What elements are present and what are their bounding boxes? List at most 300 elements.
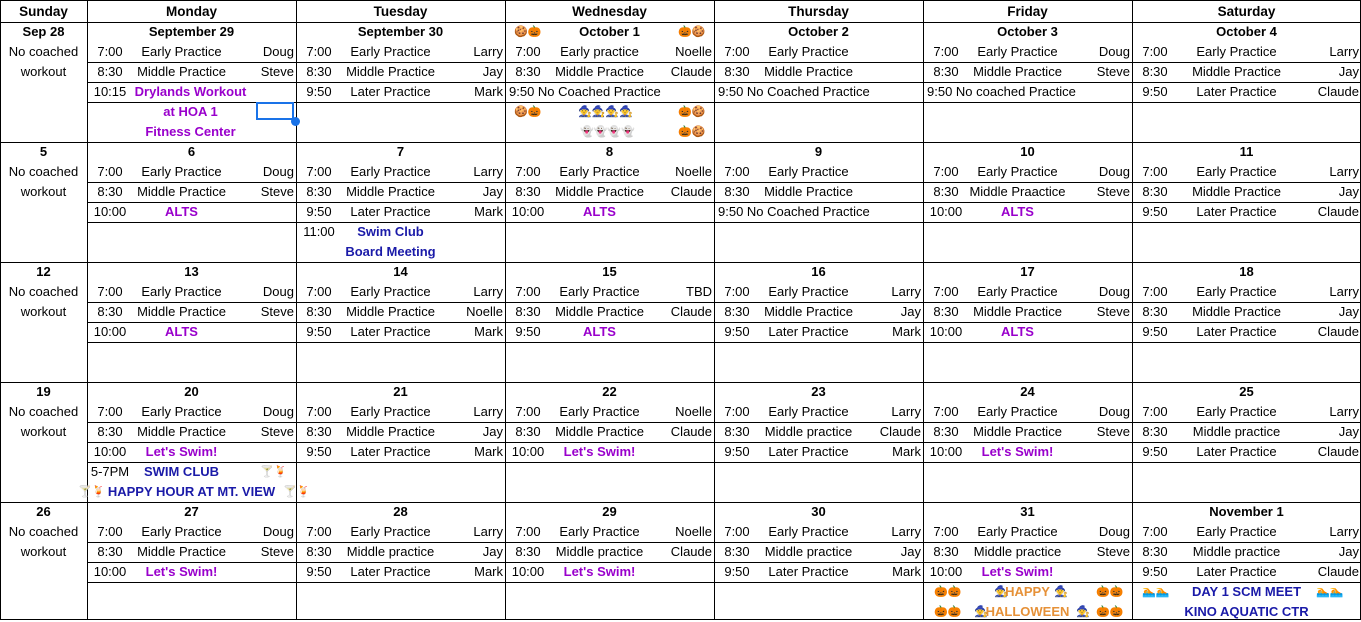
event-activity[interactable]: Early Practice xyxy=(559,404,640,419)
event-time[interactable]: 8:30 xyxy=(724,184,750,199)
event-activity[interactable]: Early Practice xyxy=(1196,524,1277,539)
event-time[interactable]: 8:30 xyxy=(515,304,541,319)
event-coach[interactable]: Claude xyxy=(1317,324,1359,339)
event-time[interactable]: 9:50 xyxy=(724,444,750,459)
event-coach[interactable]: Larry xyxy=(891,284,921,299)
event-time[interactable]: 9:50 xyxy=(306,564,332,579)
event-activity[interactable]: Early Practice xyxy=(768,524,849,539)
event-activity[interactable]: Later Practice xyxy=(768,564,849,579)
date-label[interactable]: 8 xyxy=(605,144,614,159)
event-coach[interactable]: Claude xyxy=(670,304,712,319)
event-activity[interactable]: Later Practice xyxy=(350,444,431,459)
sunday-note[interactable]: No coached xyxy=(8,44,79,59)
event-time[interactable]: 9:50 xyxy=(1142,204,1168,219)
date-label[interactable]: 26 xyxy=(36,504,51,519)
event-activity[interactable]: Middle Practice xyxy=(1192,184,1281,199)
event-activity[interactable]: Middle Practice xyxy=(137,184,226,199)
event-coach[interactable]: Noelle xyxy=(675,404,712,419)
day-header-wednesday[interactable]: Wednesday xyxy=(572,4,647,19)
event-activity[interactable]: ALTS xyxy=(1001,324,1034,339)
event-time[interactable]: 8:30 xyxy=(933,544,959,559)
event-time[interactable]: 10:00 xyxy=(93,204,127,219)
event-time[interactable]: 7:00 xyxy=(933,404,959,419)
date-label[interactable]: 27 xyxy=(184,504,199,519)
event-time[interactable]: 7:00 xyxy=(1142,164,1168,179)
event-coach[interactable]: Steve xyxy=(260,64,294,79)
event-coach[interactable]: Doug xyxy=(262,404,294,419)
event-activity[interactable]: Early Practice xyxy=(768,164,849,179)
event-activity[interactable]: Later Practice xyxy=(350,324,431,339)
event-activity[interactable]: Later Practice xyxy=(1196,204,1277,219)
event-activity[interactable]: Middle Practice xyxy=(973,64,1062,79)
event-time[interactable]: 8:30 xyxy=(515,64,541,79)
event-time[interactable]: 10:00 xyxy=(511,444,545,459)
event-activity[interactable]: ALTS xyxy=(583,204,616,219)
event-activity[interactable]: Early practice xyxy=(560,44,639,59)
event-coach[interactable]: Mark xyxy=(892,444,921,459)
event-coach[interactable]: Larry xyxy=(1329,44,1359,59)
sunday-note[interactable]: workout xyxy=(20,64,67,79)
event-activity[interactable]: Middle practice xyxy=(346,544,435,559)
event-activity[interactable]: Later Practice xyxy=(350,564,431,579)
event-activity[interactable]: Early Practice xyxy=(1196,284,1277,299)
event-time[interactable]: 7:00 xyxy=(515,284,541,299)
event-coach[interactable]: Jay xyxy=(1338,304,1359,319)
event-coach[interactable]: Jay xyxy=(482,424,503,439)
date-label[interactable]: 28 xyxy=(393,504,408,519)
event-activity[interactable]: Early Practice xyxy=(350,524,431,539)
event-activity[interactable]: Board Meeting xyxy=(345,244,436,259)
event-activity[interactable]: Early Practice xyxy=(977,524,1058,539)
date-label[interactable]: 11 xyxy=(1239,144,1254,159)
event-coach[interactable]: TBD xyxy=(686,284,712,299)
fill-handle[interactable] xyxy=(291,117,300,126)
event-time[interactable]: 9:50 xyxy=(1142,564,1168,579)
event-activity[interactable]: ALTS xyxy=(165,204,198,219)
event-time[interactable]: 8:30 xyxy=(1142,544,1168,559)
event-activity[interactable]: ALTS xyxy=(583,324,616,339)
event-activity[interactable]: Early Practice xyxy=(977,44,1058,59)
event-time[interactable]: 7:00 xyxy=(306,524,332,539)
event-time[interactable]: 8:30 xyxy=(515,184,541,199)
event-activity[interactable]: Middle practice xyxy=(1192,544,1281,559)
event-activity[interactable]: Early Practice xyxy=(350,404,431,419)
event-time[interactable]: 9:50 xyxy=(1142,324,1168,339)
event-time[interactable]: 7:00 xyxy=(97,524,123,539)
event-time[interactable]: 7:00 xyxy=(933,524,959,539)
event-time[interactable]: 9:50 xyxy=(515,324,541,339)
event-activity[interactable]: Swim Club xyxy=(357,224,424,239)
event-time[interactable]: 9:50 xyxy=(306,324,332,339)
event-coach[interactable]: Noelle xyxy=(675,524,712,539)
event-activity[interactable]: Middle Practice xyxy=(973,424,1062,439)
sunday-note[interactable]: No coached xyxy=(8,284,79,299)
event-activity[interactable]: Early Practice xyxy=(1196,404,1277,419)
event-activity[interactable]: Early Practice xyxy=(559,164,640,179)
date-label[interactable]: 10 xyxy=(1020,144,1035,159)
day-header-sunday[interactable]: Sunday xyxy=(19,4,68,19)
event-time[interactable]: 8:30 xyxy=(933,184,959,199)
event-coach[interactable]: Larry xyxy=(891,404,921,419)
event-coach[interactable]: Larry xyxy=(473,284,503,299)
event-activity[interactable]: Let's Swim! xyxy=(563,564,636,579)
event-coach[interactable]: Mark xyxy=(474,84,503,99)
day-header-monday[interactable]: Monday xyxy=(165,4,217,19)
event-activity[interactable]: HAPPY xyxy=(1005,584,1050,599)
event-coach[interactable]: Mark xyxy=(892,564,921,579)
date-label[interactable]: 7 xyxy=(396,144,405,159)
event-time[interactable]: 9:50 xyxy=(306,444,332,459)
event-time[interactable]: 7:00 xyxy=(724,44,750,59)
event-coach[interactable]: Jay xyxy=(900,304,921,319)
event-time[interactable]: 8:30 xyxy=(933,304,959,319)
event-coach[interactable]: Steve xyxy=(260,424,294,439)
date-label[interactable]: 17 xyxy=(1020,264,1035,279)
event-coach[interactable]: Doug xyxy=(1098,524,1130,539)
event-time[interactable]: 10:00 xyxy=(929,444,963,459)
event-coach[interactable]: Noelle xyxy=(466,304,503,319)
event-time[interactable]: 9:50 xyxy=(724,564,750,579)
event-coach[interactable]: Jay xyxy=(1338,544,1359,559)
event-activity[interactable]: Early Practice xyxy=(559,284,640,299)
event-activity[interactable]: Drylands Workout xyxy=(134,84,247,99)
event-time[interactable]: 7:00 xyxy=(306,44,332,59)
event-time[interactable]: 8:30 xyxy=(515,424,541,439)
date-label[interactable]: 12 xyxy=(36,264,51,279)
event-time[interactable]: 11:00 xyxy=(303,224,335,239)
event-coach[interactable]: Jay xyxy=(482,184,503,199)
event-time[interactable]: 7:00 xyxy=(97,164,123,179)
event-coach[interactable]: Steve xyxy=(1096,424,1130,439)
date-label[interactable]: 21 xyxy=(393,384,408,399)
event-activity[interactable]: Early Practice xyxy=(768,284,849,299)
event-coach[interactable]: Mark xyxy=(474,204,503,219)
day-header-thursday[interactable]: Thursday xyxy=(788,4,849,19)
event-coach[interactable]: Jay xyxy=(1338,64,1359,79)
event-activity[interactable]: Let's Swim! xyxy=(145,444,218,459)
event-activity[interactable]: ALTS xyxy=(1001,204,1034,219)
date-label[interactable]: 13 xyxy=(184,264,199,279)
event-time[interactable]: 8:30 xyxy=(97,424,123,439)
event-time[interactable]: 9:50 xyxy=(1142,444,1168,459)
event-activity[interactable]: Early Practice xyxy=(559,524,640,539)
selected-cell[interactable] xyxy=(256,102,294,120)
event-coach[interactable]: Steve xyxy=(1096,304,1130,319)
event-coach[interactable]: Doug xyxy=(262,524,294,539)
event-coach[interactable]: Claude xyxy=(670,544,712,559)
event-time[interactable]: 8:30 xyxy=(724,424,750,439)
event-coach[interactable]: Mark xyxy=(474,444,503,459)
sunday-note[interactable]: No coached xyxy=(8,404,79,419)
event-activity[interactable]: Middle Praactice xyxy=(969,184,1066,199)
event-coach[interactable]: Doug xyxy=(1098,284,1130,299)
event-coach[interactable]: Noelle xyxy=(675,44,712,59)
event-activity[interactable]: SWIM CLUB xyxy=(143,464,220,479)
date-label[interactable]: 29 xyxy=(602,504,617,519)
event-activity[interactable]: Middle Practice xyxy=(346,184,435,199)
event-time[interactable]: 8:30 xyxy=(97,304,123,319)
event-coach[interactable]: Jay xyxy=(482,544,503,559)
event-activity[interactable]: Let's Swim! xyxy=(563,444,636,459)
event-activity[interactable]: HAPPY HOUR AT MT. VIEW xyxy=(107,484,276,499)
event-time[interactable]: 7:00 xyxy=(97,284,123,299)
event-coach[interactable]: Jay xyxy=(482,64,503,79)
date-label[interactable]: November 1 xyxy=(1209,504,1284,519)
event-coach[interactable]: Claude xyxy=(1317,204,1359,219)
event-coach[interactable]: Jay xyxy=(1338,424,1359,439)
event-coach[interactable]: Larry xyxy=(473,44,503,59)
date-label[interactable]: 20 xyxy=(184,384,199,399)
date-label[interactable]: September 30 xyxy=(357,24,444,39)
event-activity[interactable]: Let's Swim! xyxy=(981,444,1054,459)
event-time[interactable]: 7:00 xyxy=(1142,404,1168,419)
day-header-friday[interactable]: Friday xyxy=(1007,4,1048,19)
event-time[interactable]: 8:30 xyxy=(724,304,750,319)
event-coach[interactable]: Steve xyxy=(1096,544,1130,559)
event-coach[interactable]: Doug xyxy=(262,284,294,299)
event-time[interactable]: 7:00 xyxy=(306,164,332,179)
event-activity[interactable]: Later Practice xyxy=(1196,324,1277,339)
event-coach[interactable]: Larry xyxy=(1329,404,1359,419)
event-coach[interactable]: Larry xyxy=(1329,524,1359,539)
event-activity[interactable]: Middle Practice xyxy=(346,304,435,319)
event-coach[interactable]: Steve xyxy=(1096,184,1130,199)
event-time[interactable]: 8:30 xyxy=(306,544,332,559)
event-activity[interactable]: Later Practice xyxy=(350,84,431,99)
date-label[interactable]: 16 xyxy=(811,264,826,279)
event-activity[interactable]: Middle Practice xyxy=(555,304,644,319)
event-time[interactable]: 9:50 xyxy=(724,324,750,339)
event-activity[interactable]: Let's Swim! xyxy=(145,564,218,579)
event-time[interactable]: 7:00 xyxy=(515,524,541,539)
event-activity[interactable]: Early Practice xyxy=(141,44,222,59)
event-time[interactable]: 7:00 xyxy=(933,284,959,299)
date-label[interactable]: 14 xyxy=(393,264,408,279)
event-time[interactable]: 7:00 xyxy=(1142,284,1168,299)
event-coach[interactable]: Doug xyxy=(1098,164,1130,179)
event-activity[interactable]: DAY 1 SCM MEET xyxy=(1191,584,1302,599)
event-coach[interactable]: Steve xyxy=(1096,64,1130,79)
event-coach[interactable]: Steve xyxy=(260,544,294,559)
event-time[interactable]: 7:00 xyxy=(724,524,750,539)
event-activity[interactable]: Middle practice xyxy=(973,544,1062,559)
event-coach[interactable]: Mark xyxy=(892,324,921,339)
event-time[interactable]: 8:30 xyxy=(97,64,123,79)
event-activity[interactable]: Middle Practice xyxy=(555,184,644,199)
event-time[interactable]: 8:30 xyxy=(97,184,123,199)
event-coach[interactable]: Steve xyxy=(260,304,294,319)
event-activity[interactable]: Later Practice xyxy=(350,204,431,219)
event-time[interactable]: 8:30 xyxy=(724,544,750,559)
event-activity[interactable]: Early Practice xyxy=(768,404,849,419)
event-activity[interactable]: Early Practice xyxy=(768,44,849,59)
event-coach[interactable]: Claude xyxy=(879,424,921,439)
sunday-note[interactable]: workout xyxy=(20,304,67,319)
event-activity[interactable]: Early Practice xyxy=(141,284,222,299)
event-coach[interactable]: Larry xyxy=(1329,164,1359,179)
event-activity[interactable]: Early Practice xyxy=(350,164,431,179)
event-time[interactable]: 10:00 xyxy=(929,204,963,219)
event-activity[interactable]: Middle Practice xyxy=(137,424,226,439)
event-activity[interactable]: Middle Practice xyxy=(137,64,226,79)
event-time[interactable]: 9:50 xyxy=(1142,84,1168,99)
event-activity[interactable]: Middle Practice xyxy=(1192,64,1281,79)
event-time[interactable]: 7:00 xyxy=(97,44,123,59)
date-label[interactable]: 15 xyxy=(602,264,617,279)
event-time[interactable]: 8:30 xyxy=(97,544,123,559)
event-time[interactable]: 10:00 xyxy=(511,204,545,219)
date-label[interactable]: 23 xyxy=(811,384,826,399)
event-activity[interactable]: at HOA 1 xyxy=(163,104,218,119)
event-time[interactable]: 7:00 xyxy=(724,164,750,179)
date-label[interactable]: 5 xyxy=(39,144,48,159)
event-activity[interactable]: Fitness Center xyxy=(145,124,236,139)
event-time[interactable]: 7:00 xyxy=(97,404,123,419)
event-time[interactable]: 10:00 xyxy=(929,324,963,339)
event-activity[interactable]: Early Practice xyxy=(141,164,222,179)
event-activity[interactable]: Middle practice xyxy=(764,544,853,559)
event-time[interactable]: 7:00 xyxy=(306,284,332,299)
event-time[interactable]: 8:30 xyxy=(933,424,959,439)
event-activity[interactable]: Later Practice xyxy=(1196,444,1277,459)
event-time[interactable]: 8:30 xyxy=(306,304,332,319)
event-activity[interactable]: Later Practice xyxy=(768,324,849,339)
event-time[interactable]: 7:00 xyxy=(1142,524,1168,539)
event-coach[interactable]: Larry xyxy=(473,164,503,179)
sunday-note[interactable]: No coached xyxy=(8,524,79,539)
event-time[interactable]: 7:00 xyxy=(724,284,750,299)
event-coach[interactable]: Doug xyxy=(1098,44,1130,59)
sunday-note[interactable]: workout xyxy=(20,544,67,559)
event-coach[interactable]: Jay xyxy=(900,544,921,559)
event-time[interactable]: 7:00 xyxy=(306,404,332,419)
event-time[interactable]: 8:30 xyxy=(1142,64,1168,79)
event-activity[interactable]: ALTS xyxy=(165,324,198,339)
event-time[interactable]: 10:00 xyxy=(93,324,127,339)
event-coach[interactable]: Larry xyxy=(1329,284,1359,299)
event-time[interactable]: 9:50 xyxy=(306,84,332,99)
date-label[interactable]: 30 xyxy=(811,504,826,519)
event-coach[interactable]: Larry xyxy=(473,404,503,419)
event-time[interactable]: 8:30 xyxy=(515,544,541,559)
event-coach[interactable]: Doug xyxy=(262,164,294,179)
event-activity[interactable]: Early Practice xyxy=(350,284,431,299)
event-activity[interactable]: Middle practice xyxy=(1192,424,1281,439)
event-activity[interactable]: Middle practice xyxy=(555,544,644,559)
event-coach[interactable]: Claude xyxy=(670,424,712,439)
event-coach[interactable]: Mark xyxy=(474,564,503,579)
event-activity[interactable]: Early Practice xyxy=(1196,44,1277,59)
date-label[interactable]: 18 xyxy=(1239,264,1254,279)
event-activity[interactable]: Middle Practice xyxy=(346,64,435,79)
date-label[interactable]: October 2 xyxy=(788,24,849,39)
event-activity[interactable]: Later Practice xyxy=(1196,84,1277,99)
event-activity[interactable]: Early Practice xyxy=(141,524,222,539)
sunday-note[interactable]: workout xyxy=(20,424,67,439)
event-time[interactable]: 10:00 xyxy=(511,564,545,579)
event-time[interactable]: 7:00 xyxy=(724,404,750,419)
event-activity[interactable]: Middle Practice xyxy=(555,424,644,439)
event-time[interactable]: 10:00 xyxy=(93,564,127,579)
event-activity[interactable]: Early Practice xyxy=(350,44,431,59)
date-label[interactable]: 31 xyxy=(1020,504,1035,519)
event-activity[interactable]: Early Practice xyxy=(977,284,1058,299)
event-coach[interactable]: Larry xyxy=(473,524,503,539)
day-header-tuesday[interactable]: Tuesday xyxy=(373,4,428,19)
event-activity[interactable]: Early Practice xyxy=(977,404,1058,419)
event-activity[interactable]: Middle Practice xyxy=(764,184,853,199)
event-activity[interactable]: Middle Practice xyxy=(764,64,853,79)
event-activity[interactable]: Early Practice xyxy=(1196,164,1277,179)
event-activity[interactable]: Middle Practice xyxy=(137,304,226,319)
event-time[interactable]: 8:30 xyxy=(724,64,750,79)
day-header-saturday[interactable]: Saturday xyxy=(1217,4,1276,19)
event-coach[interactable]: Jay xyxy=(1338,184,1359,199)
event-coach[interactable]: Claude xyxy=(1317,84,1359,99)
event-time[interactable]: 7:00 xyxy=(515,404,541,419)
event-text[interactable]: 9:50 No Coached Practice xyxy=(718,204,870,219)
event-time[interactable]: 9:50 xyxy=(306,204,332,219)
event-activity[interactable]: Early Practice xyxy=(141,404,222,419)
event-text[interactable]: 9:50 No Coached Practice xyxy=(718,84,870,99)
event-coach[interactable]: Doug xyxy=(262,44,294,59)
event-time[interactable]: 7:00 xyxy=(515,44,541,59)
event-time[interactable]: 10:15 xyxy=(93,84,127,99)
date-label[interactable]: 19 xyxy=(36,384,51,399)
event-time[interactable]: 7:00 xyxy=(933,44,959,59)
event-activity[interactable]: Middle Practice xyxy=(346,424,435,439)
event-activity[interactable]: Let's Swim! xyxy=(981,564,1054,579)
date-label[interactable]: September 29 xyxy=(148,24,235,39)
sunday-note[interactable]: workout xyxy=(20,184,67,199)
date-label[interactable]: October 1 xyxy=(579,24,640,39)
event-time[interactable]: 8:30 xyxy=(1142,184,1168,199)
event-time[interactable]: 8:30 xyxy=(306,64,332,79)
event-time[interactable]: 8:30 xyxy=(1142,304,1168,319)
event-time[interactable]: 8:30 xyxy=(306,184,332,199)
event-time[interactable]: 10:00 xyxy=(93,444,127,459)
event-coach[interactable]: Doug xyxy=(1098,404,1130,419)
event-activity[interactable]: Middle practice xyxy=(764,424,853,439)
date-label[interactable]: 22 xyxy=(602,384,617,399)
event-coach[interactable]: Claude xyxy=(670,64,712,79)
event-text[interactable]: 9:50 No coached Practice xyxy=(927,84,1076,99)
event-coach[interactable]: Steve xyxy=(260,184,294,199)
event-time[interactable]: 7:00 xyxy=(515,164,541,179)
sunday-note[interactable]: No coached xyxy=(8,164,79,179)
event-time[interactable]: 8:30 xyxy=(1142,424,1168,439)
event-time[interactable]: 8:30 xyxy=(933,64,959,79)
event-activity[interactable]: Middle Practice xyxy=(137,544,226,559)
event-activity[interactable]: Early Practice xyxy=(977,164,1058,179)
date-label[interactable]: October 3 xyxy=(997,24,1058,39)
event-coach[interactable]: Claude xyxy=(670,184,712,199)
event-coach[interactable]: Claude xyxy=(1317,564,1359,579)
event-coach[interactable]: Larry xyxy=(891,524,921,539)
date-label[interactable]: 24 xyxy=(1020,384,1035,399)
date-label[interactable]: Sep 28 xyxy=(22,24,65,39)
event-activity[interactable]: Later Practice xyxy=(1196,564,1277,579)
date-label[interactable]: 6 xyxy=(187,144,196,159)
event-activity[interactable]: Middle Practice xyxy=(973,304,1062,319)
event-time[interactable]: 7:00 xyxy=(1142,44,1168,59)
event-time[interactable]: 8:30 xyxy=(306,424,332,439)
event-time[interactable]: 10:00 xyxy=(929,564,963,579)
event-coach[interactable]: Noelle xyxy=(675,164,712,179)
event-coach[interactable]: Claude xyxy=(1317,444,1359,459)
event-activity[interactable]: Later Practice xyxy=(768,444,849,459)
date-label[interactable]: 25 xyxy=(1239,384,1254,399)
